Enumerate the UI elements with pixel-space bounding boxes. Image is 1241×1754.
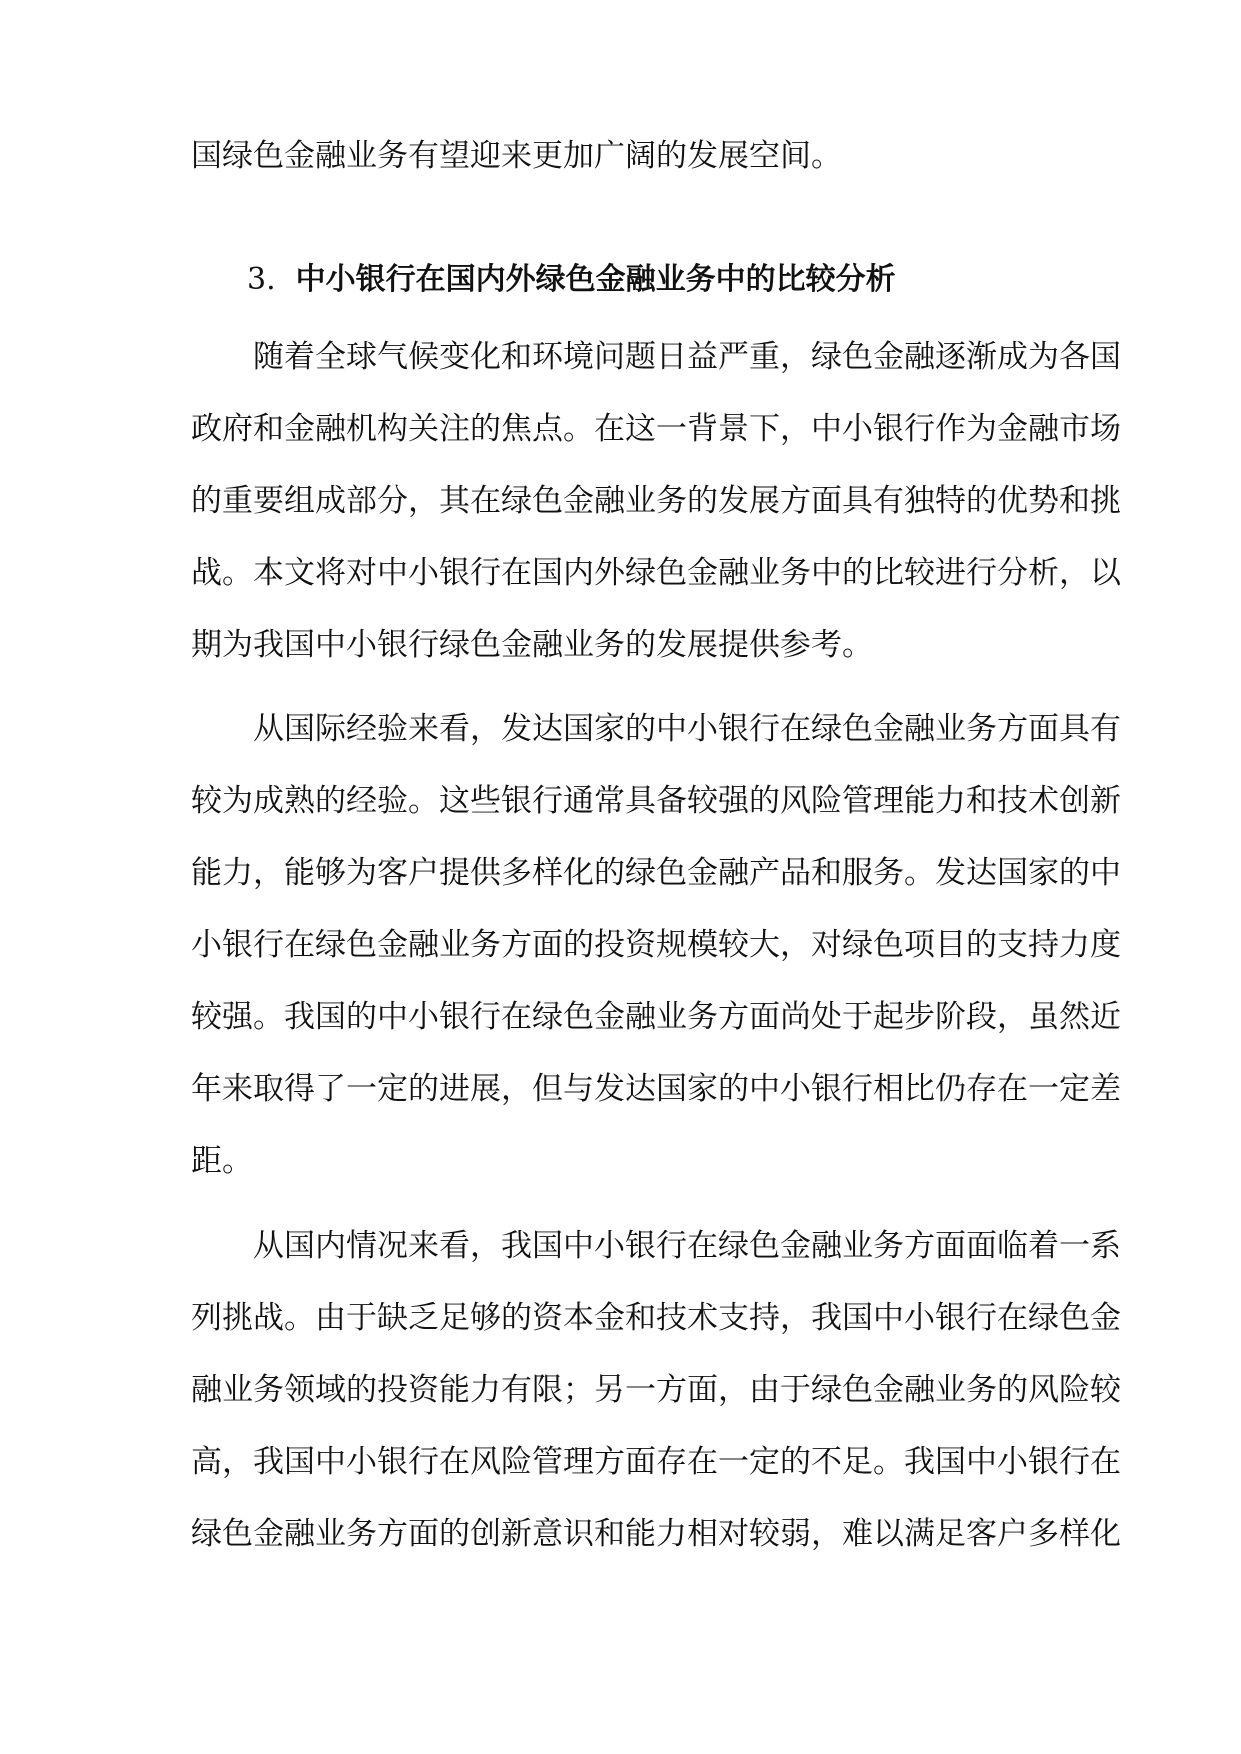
paragraph-line: 较为成熟的经验。这些银行通常具备较强的风险管理能力和技术创新 (191, 783, 1121, 819)
paragraph-3 (191, 1210, 1121, 1570)
paragraph-line: 政府和金融机构关注的焦点。在这一背景下，中小银行作为金融市场 (191, 411, 1121, 447)
paragraph-line: 年来取得了一定的进展，但与发达国家的中小银行相比仍存在一定差 (191, 1071, 1121, 1107)
paragraph-line: 期为我国中小银行绿色金融业务的发展提供参考。 (191, 627, 873, 663)
paragraph-2 (191, 693, 1121, 1197)
paragraph-line: 小银行在绿色金融业务方面的投资规模较大，对绿色项目的支持力度 (191, 927, 1121, 963)
paragraph-line: 列挑战。由于缺乏足够的资本金和技术支持，我国中小银行在绿色金 (191, 1300, 1121, 1336)
paragraph-line: 能力，能够为客户提供多样化的绿色金融产品和服务。发达国家的中 (191, 855, 1121, 891)
paragraph-line: 的重要组成部分，其在绿色金融业务的发展方面具有独特的优势和挑 (191, 483, 1121, 519)
lead-paragraph (191, 120, 1049, 192)
section-heading (247, 250, 896, 310)
paragraph-line: 随着全球气候变化和环境问题日益严重，绿色金融逐渐成为各国 (253, 339, 1121, 375)
paragraph-line: 从国际经验来看，发达国家的中小银行在绿色金融业务方面具有 (253, 711, 1121, 747)
lead-line: 国绿色金融业务有望迎来更加广阔的发展空间。 (191, 138, 842, 174)
paragraph-line: 从国内情况来看，我国中小银行在绿色金融业务方面面临着一系 (253, 1228, 1121, 1264)
paragraph-line: 绿色金融业务方面的创新意识和能力相对较弱，难以满足客户多样化 (191, 1516, 1121, 1552)
paragraph-line: 距。 (191, 1143, 253, 1179)
paragraph-line: 融业务领域的投资能力有限；另一方面，由于绿色金融业务的风险较 (191, 1372, 1121, 1408)
paragraph-line: 较强。我国的中小银行在绿色金融业务方面尚处于起步阶段，虽然近 (191, 999, 1121, 1035)
paragraph-line: 战。本文将对中小银行在国内外绿色金融业务中的比较进行分析，以 (191, 555, 1121, 591)
section-number: 3. (247, 262, 276, 297)
paragraph-1 (191, 321, 1121, 681)
section-title: 中小银行在国内外绿色金融业务中的比较分析 (295, 262, 896, 297)
paragraph-line: 高，我国中小银行在风险管理方面存在一定的不足。我国中小银行在 (191, 1444, 1121, 1480)
